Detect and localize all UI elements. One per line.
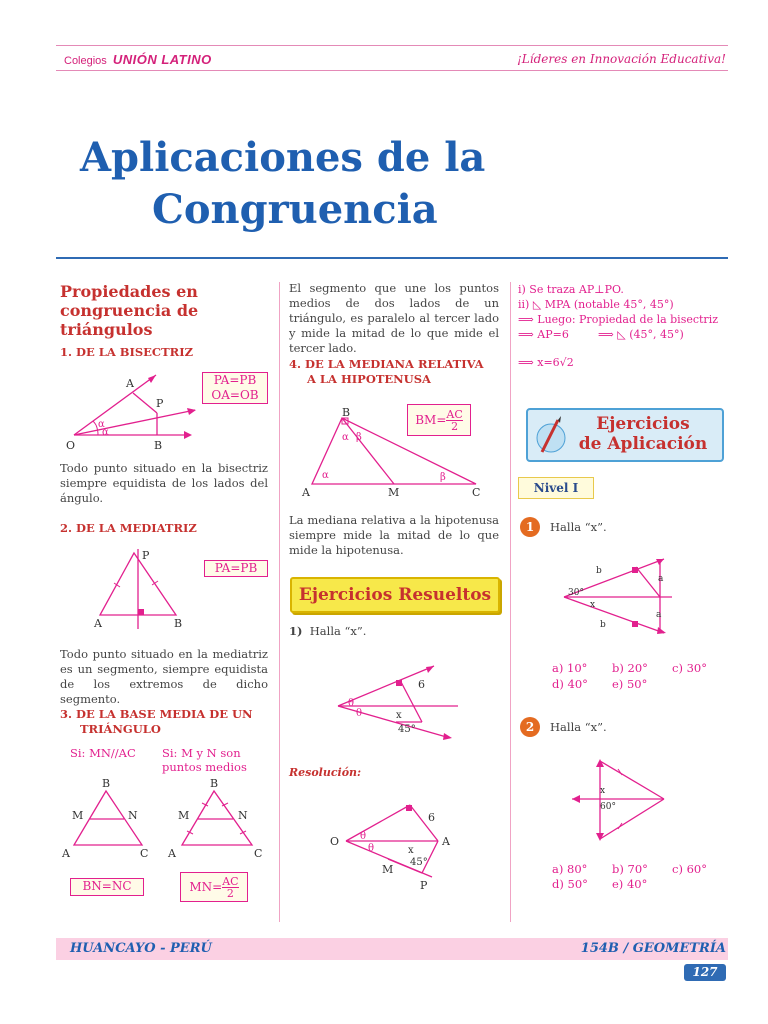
solution-step-4: ⟹ AP=6 (518, 328, 569, 341)
q2-option-e[interactable]: e) 40° (612, 877, 648, 891)
svg-text:P: P (420, 879, 428, 892)
svg-text:A: A (302, 486, 310, 499)
label-O: O (66, 439, 76, 452)
mediatriz-diagram (90, 545, 200, 635)
svg-text:N: N (238, 809, 248, 822)
svg-text:30°: 30° (568, 588, 584, 598)
column-divider-1 (279, 282, 280, 922)
bisectriz-box: PA=PB OA=OB (202, 372, 268, 404)
header-bottom-rule (56, 70, 728, 71)
header-top-rule (56, 45, 728, 46)
label-P: P (142, 549, 150, 562)
q2-option-a[interactable]: a) 80° (552, 862, 588, 876)
section-heading: Propiedades en congruencia de triángulos (60, 282, 199, 339)
solution-step-3: ⟹ Luego: Propiedad de la bisectriz (518, 313, 719, 326)
mediana-box: BM= $\frac{AC}{2}$ (407, 404, 471, 436)
svg-text:A: A (62, 847, 70, 860)
svg-text:β: β (356, 432, 362, 443)
q2-option-c[interactable]: c) 60° (672, 862, 707, 876)
subsection-base-media: 3. DE LA BASE MEDIA DE UN TRIÁNGULO (60, 707, 253, 736)
subsection-mediatriz: 2. DE LA MEDIATRIZ (60, 521, 197, 535)
exercise-1-diagram (330, 660, 470, 745)
label-B: B (154, 439, 163, 452)
svg-text:B: B (342, 406, 351, 419)
question-1-diagram (556, 555, 681, 635)
label-alpha: α (98, 419, 105, 430)
svg-text:θ: θ (360, 831, 367, 842)
label-alpha: α (102, 427, 109, 438)
label-A: A (94, 617, 102, 630)
page-title: Aplicaciones de la Congruencia (80, 134, 486, 233)
svg-text:α: α (342, 432, 349, 443)
question-2-number: 2 (520, 717, 540, 737)
svg-text:C: C (254, 847, 263, 860)
svg-text:C: C (140, 847, 149, 860)
svg-text:C: C (472, 486, 481, 499)
svg-text:A: A (168, 847, 176, 860)
q1-option-b[interactable]: b) 20° (612, 661, 648, 675)
mediatriz-box: PA=PB (204, 560, 268, 577)
nivel-badge: Nivel I (518, 477, 594, 499)
bisectriz-text: Todo punto situado en la bisectriz siempre equidista de los lados del ángulo. (60, 461, 268, 505)
base-media-box-2: MN= $\frac{AC}{2}$ (180, 872, 248, 902)
solution-step-1: i) Se traza AP⊥PO. (518, 283, 624, 296)
footer-course: 154B / GEOMETRÍA (580, 941, 726, 956)
svg-text:M: M (178, 809, 190, 822)
solution-step-2: ii) ◺ MPA (notable 45°, 45°) (518, 298, 674, 311)
svg-text:O: O (330, 835, 340, 848)
svg-text:x: x (396, 710, 402, 721)
label-B: B (174, 617, 183, 630)
svg-text:x: x (408, 845, 414, 856)
svg-text:x: x (590, 600, 596, 610)
question-2-prompt: Halla “x”. (550, 720, 607, 734)
svg-text:β: β (440, 472, 446, 483)
svg-text:6: 6 (428, 811, 435, 824)
mediana-text: La mediana relativa a la hipotenusa siempre mide la mitad de lo que mide la hipotenusa. (289, 513, 499, 557)
condition-parallel: Si: MN//AC (70, 746, 136, 760)
base-media-box-1: BN=NC (70, 878, 144, 896)
q2-option-b[interactable]: b) 70° (612, 862, 648, 876)
svg-text:M: M (382, 863, 394, 876)
mediatriz-text: Todo punto situado en la mediatriz es un segmento, siempre equidista de los extremos de dicho segmento. (60, 647, 268, 706)
header-motto: ¡Líderes en Innovación Educativa! (516, 52, 726, 66)
svg-text:θ: θ (348, 698, 355, 709)
label-A: A (126, 377, 134, 390)
subsection-mediana: 4. DE LA MEDIANA RELATIVA A LA HIPOTENUSA (289, 357, 484, 386)
svg-text:M: M (72, 809, 84, 822)
exercise-1-prompt: 1) Halla “x”. (289, 624, 367, 638)
solution-step-5: ⟹ ◺ (45°, 45°) (598, 328, 684, 341)
svg-text:x: x (600, 786, 606, 796)
question-2-diagram (566, 757, 676, 847)
subsection-bisectriz: 1. DE LA BISECTRIZ (60, 345, 193, 359)
resolucion-label: Resolución: (289, 766, 362, 779)
q1-option-e[interactable]: e) 50° (612, 677, 648, 691)
svg-text:B: B (210, 777, 219, 790)
solution-diagram (328, 795, 468, 895)
svg-text:a: a (658, 574, 664, 584)
svg-text:N: N (128, 809, 138, 822)
svg-text:60°: 60° (600, 802, 616, 812)
svg-text:θ: θ (368, 843, 375, 854)
footer-location: HUANCAYO - PERÚ (70, 941, 212, 956)
pencil-icon (534, 414, 568, 456)
base-media-diagram-2 (166, 777, 271, 862)
q2-option-d[interactable]: d) 50° (552, 877, 588, 891)
svg-text:45°: 45° (410, 857, 428, 868)
svg-text:6: 6 (418, 678, 425, 691)
svg-text:θ: θ (356, 708, 363, 719)
svg-text:b: b (600, 620, 606, 630)
header-school: Colegios UNIÓN LATINO (64, 52, 212, 67)
ejercicios-aplicacion-banner: Ejercicios de Aplicación (526, 408, 724, 462)
column-divider-2 (510, 282, 511, 922)
q1-option-c[interactable]: c) 30° (672, 661, 707, 675)
svg-text:B: B (102, 777, 111, 790)
bisectriz-diagram (60, 365, 200, 455)
solution-step-6: ⟹ x=6√2 (518, 356, 574, 369)
svg-text:45°: 45° (398, 724, 416, 735)
condition-midpoints: Si: M y N son puntos medios (162, 746, 247, 774)
svg-text:α: α (322, 470, 329, 481)
svg-text:a: a (656, 610, 662, 620)
q1-option-d[interactable]: d) 40° (552, 677, 588, 691)
page-number: 127 (684, 964, 726, 981)
ejercicios-resueltos-banner: Ejercicios Resueltos (290, 577, 500, 613)
svg-text:M: M (388, 486, 400, 499)
question-1-number: 1 (520, 517, 540, 537)
question-1-prompt: Halla “x”. (550, 520, 607, 534)
base-media-diagram-1 (60, 777, 160, 862)
title-rule (56, 257, 728, 259)
label-P: P (156, 397, 164, 410)
base-media-text: El segmento que une los puntos medios de dos lados de un triángulo, es paralelo al tercer lado y mide la mitad de lo que mide el tercer lado. (289, 281, 499, 355)
svg-text:b: b (596, 566, 602, 576)
svg-text:A: A (442, 835, 450, 848)
q1-option-a[interactable]: a) 10° (552, 661, 588, 675)
